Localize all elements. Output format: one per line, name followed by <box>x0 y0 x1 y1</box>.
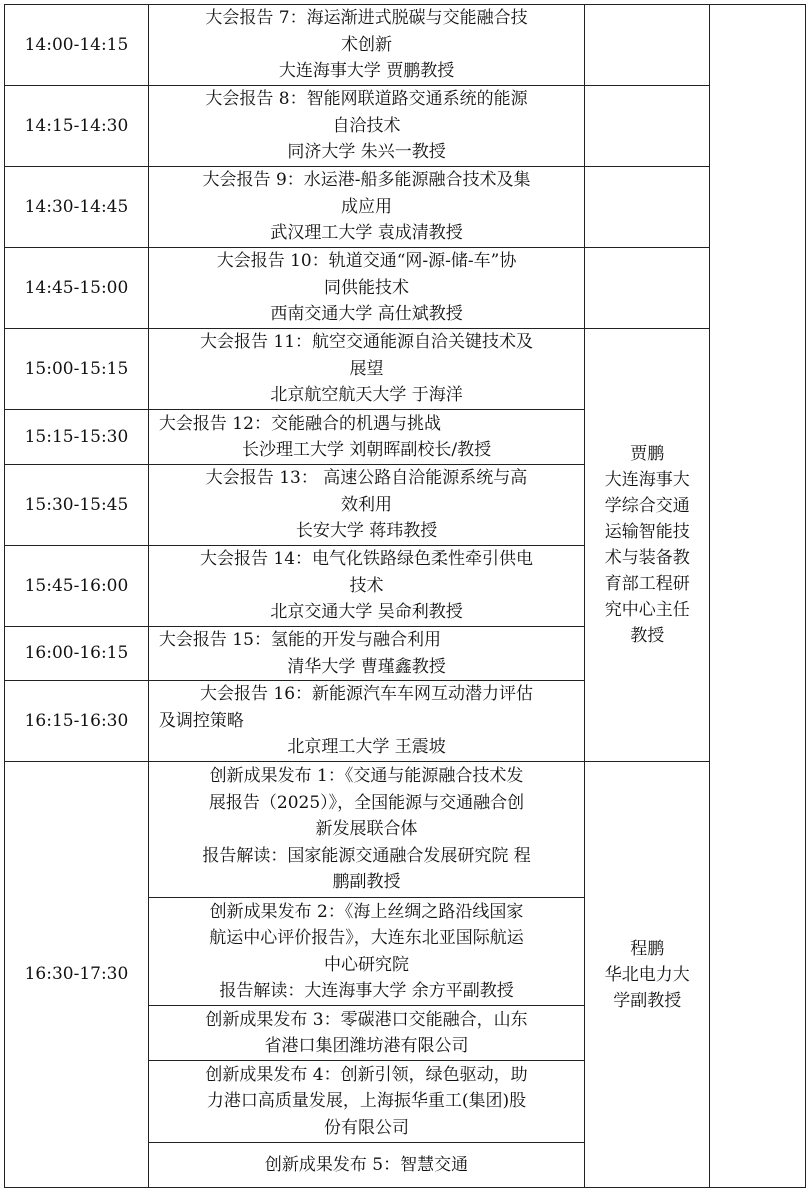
release-interpretation-line: 报告解读：国家能源交通融合发展研究院 程 <box>202 845 531 866</box>
time-cell: 15:15-15:30 <box>5 410 149 465</box>
host-cell-empty <box>585 86 710 167</box>
release-title-line: 航运中心评价报告》，大连东北亚国际航运 <box>209 928 524 948</box>
speaker-line: 北京理工大学 王震坡 <box>287 737 446 758</box>
report-cell <box>148 681 584 762</box>
time-cell: 14:30-14:45 <box>5 167 149 248</box>
report-cell <box>148 86 584 167</box>
report-title-line: 大会报告 10：轨道交通“网-源-储-车”协 <box>216 251 517 272</box>
report-cell <box>148 465 584 546</box>
host-name: 程鹏 <box>630 938 665 959</box>
speaker-line: 清华大学 曹瑾鑫教授 <box>287 656 446 677</box>
time-cell: 15:45-16:00 <box>5 546 149 627</box>
host-affiliation-line: 术与装备教 <box>604 548 690 568</box>
time-cell: 16:30-17:30 <box>5 762 149 1188</box>
report-title-line: 同供能技术 <box>324 277 410 298</box>
speaker-line: 西南交通大学 高仕斌教授 <box>270 304 463 325</box>
host-affiliation-line: 运输智能技 <box>604 522 690 542</box>
report-title-line: 效利用 <box>341 494 393 515</box>
speaker-line: 武汉理工大学 袁成清教授 <box>270 223 463 244</box>
release-interpretation-line: 报告解读：大连海事大学 余方平副教授 <box>219 981 514 1001</box>
table-row <box>5 5 806 86</box>
report-title-line: 大会报告 16：新能源汽车车网互动潜力评估 <box>200 684 534 705</box>
host-name: 贾鹏 <box>630 444 665 464</box>
report-title-line: 大会报告 12：交能融合的机遇与挑战 <box>158 413 441 434</box>
report-title-line: 大会报告 8：智能网联道路交通系统的能源 <box>205 89 528 110</box>
speaker-line: 长安大学 蒋玮教授 <box>295 521 438 542</box>
release-cell <box>148 762 584 898</box>
host-title: 教授 <box>630 626 665 646</box>
host-affiliation-line: 育部工程研 <box>604 574 690 594</box>
host-title: 学副教授 <box>613 990 682 1011</box>
release-title-line: 力港口高质量发展，上海振华重工(集团)股 <box>206 1091 527 1112</box>
blank-column <box>710 5 806 1188</box>
time-cell: 14:45-15:00 <box>5 248 149 329</box>
time-cell: 16:00-16:15 <box>5 627 149 681</box>
report-title-line: 术创新 <box>341 34 393 55</box>
release-title-line: 创新成果发布 3：零碳港口交能融合，山东 <box>205 1009 528 1030</box>
host-cell-empty <box>585 5 710 86</box>
report-title-line: 大会报告 9：水运港-船多能源融合技术及集 <box>202 170 531 191</box>
table-row <box>5 248 806 329</box>
report-cell <box>148 5 584 86</box>
report-title-line: 大会报告 11：航空交通能源自洽关键技术及 <box>200 332 534 353</box>
time-cell: 14:15-14:30 <box>5 86 149 167</box>
host-affiliation-line: 大连海事大 <box>604 470 690 490</box>
report-title-line: 大会报告 13： 高速公路自洽能源系统与高 <box>205 468 528 489</box>
report-title-line: 成应用 <box>341 196 393 217</box>
report-cell <box>148 248 584 329</box>
time-cell: 15:30-15:45 <box>5 465 149 546</box>
release-title-line: 新发展联合体 <box>315 819 418 840</box>
table-row <box>5 762 806 898</box>
host-cell <box>585 329 710 762</box>
speaker-line: 长沙理工大学 刘朝晖副校长/教授 <box>241 440 492 460</box>
report-title-line: 技术 <box>349 575 384 596</box>
host-affiliation-line: 学综合交通 <box>604 496 690 516</box>
time-cell: 15:00-15:15 <box>5 329 149 410</box>
release-cell <box>148 1143 584 1188</box>
schedule-table <box>4 4 806 1188</box>
report-title-line: 大会报告 14：电气化铁路绿色柔性牵引供电 <box>200 549 534 570</box>
report-title-line: 展望 <box>349 358 384 379</box>
table-row <box>5 329 806 410</box>
speaker-line: 大连海事大学 贾鹏教授 <box>278 61 455 82</box>
speaker-line: 北京航空航天大学 于海洋 <box>270 385 463 406</box>
report-cell <box>148 627 584 681</box>
speaker-line: 北京交通大学 吴命利教授 <box>270 602 463 623</box>
report-title-line: 及调控策略 <box>158 710 244 731</box>
host-cell-empty <box>585 167 710 248</box>
host-affiliation-line: 究中心主任 <box>604 600 690 620</box>
release-title-line: 创新成果发布 1：《交通与能源融合技术发 <box>209 766 524 787</box>
host-affiliation-line: 华北电力大 <box>604 964 690 985</box>
report-title-line: 自洽技术 <box>332 115 401 136</box>
report-title-line: 大会报告 15：氢能的开发与融合利用 <box>158 630 441 650</box>
release-title-line: 中心研究院 <box>324 954 410 975</box>
report-cell <box>148 329 584 410</box>
release-title-line: 份有限公司 <box>324 1117 410 1138</box>
release-title-line: 创新成果发布 5：智慧交通 <box>264 1154 469 1175</box>
release-cell <box>148 1061 584 1143</box>
time-cell: 14:00-14:15 <box>5 5 149 86</box>
time-cell: 16:15-16:30 <box>5 681 149 762</box>
host-cell-empty <box>585 248 710 329</box>
release-title-line: 创新成果发布 2：《海上丝绸之路沿线国家 <box>209 901 524 922</box>
release-interpretation-line: 鹏副教授 <box>332 872 401 893</box>
release-cell <box>148 898 584 1006</box>
host-cell <box>585 762 710 1188</box>
report-cell <box>148 546 584 627</box>
release-title-line: 展报告（2025）》，全国能源与交通融合创 <box>208 792 525 813</box>
release-title-line: 省港口集团潍坊港有限公司 <box>264 1036 469 1056</box>
report-cell <box>148 410 584 465</box>
report-cell <box>148 167 584 248</box>
release-title-line: 创新成果发布 4：创新引领，绿色驱动，助 <box>205 1064 528 1085</box>
report-title-line: 大会报告 7：海运渐进式脱碳与交能融合技 <box>205 8 528 29</box>
table-row <box>5 86 806 167</box>
table-row <box>5 167 806 248</box>
release-cell <box>148 1006 584 1061</box>
speaker-line: 同济大学 朱兴一教授 <box>287 142 446 163</box>
